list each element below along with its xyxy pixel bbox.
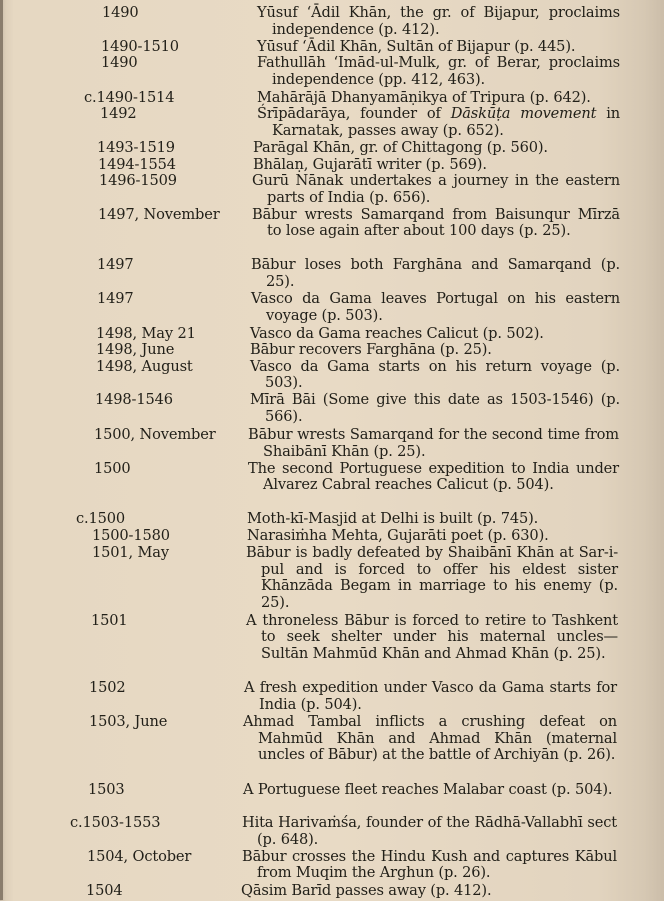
entry-date: c.1500 bbox=[76, 510, 126, 528]
entry-description: Yūsuf ‘Ādil Khān, the gr. of Bijapur, proclaims independence (p. 412). bbox=[257, 4, 620, 38]
chronology-entry bbox=[0, 173, 664, 207]
entry-date: 1498-1546 bbox=[95, 391, 173, 409]
entry-date: 1497 bbox=[97, 289, 134, 307]
chronology-entry bbox=[0, 461, 664, 512]
movement-name: Dāskūṭa movement bbox=[450, 105, 597, 123]
chronology-entry bbox=[0, 157, 664, 174]
entry-description: Bābur wrests Samarqand from Baisunqur Mīrzā to lose again after about 100 days (p. 25). bbox=[252, 205, 620, 240]
entry-date: 1503, June bbox=[89, 713, 168, 731]
chronology-entry bbox=[0, 359, 664, 393]
entry-date: 1498, May 21 bbox=[96, 324, 196, 342]
entry-date: 1498, June bbox=[96, 341, 175, 359]
entry-date: 1502 bbox=[89, 679, 126, 697]
chronology-entry bbox=[0, 545, 664, 613]
entry-description: Vasco da Gama starts on his return voyage (p. 503). bbox=[250, 357, 620, 392]
entry-date: 1494-1554 bbox=[98, 155, 176, 173]
entry-description: Parāgal Khān, gr. of Chittagong (p. 560). bbox=[253, 138, 548, 156]
entry-description: Moth-kī-Masjid at Delhi is built (p. 745). bbox=[247, 510, 539, 528]
chronology-entry bbox=[0, 257, 664, 291]
entry-description: Bābur wrests Samarqand for the second time from Shaibānī Khān (p. 25). bbox=[248, 425, 619, 460]
entry-date: 1501, May bbox=[92, 544, 169, 562]
entry-date: 1500 bbox=[94, 459, 131, 477]
entry-date: 1490 bbox=[101, 54, 138, 72]
chronology-entry bbox=[0, 326, 664, 343]
chronology-entry bbox=[0, 528, 664, 546]
chronology-entry bbox=[0, 140, 664, 157]
entry-description: A fresh expedition under Vasco da Gama starts for India (p. 504). bbox=[244, 679, 617, 714]
entry-date: 1500, November bbox=[94, 425, 216, 443]
chronology-entry bbox=[0, 511, 664, 528]
entry-description: Ahmad Tambal inflicts a crushing defeat on Mahmūd Khān and Ahmad Khān (maternal uncles of Bābur) at the battle of Archiyān (p. 26). bbox=[243, 713, 617, 764]
entry-date: 1500-1580 bbox=[92, 526, 170, 544]
entry-date: 1503 bbox=[88, 780, 125, 798]
chronology-entry bbox=[0, 55, 664, 90]
chronology-entry bbox=[0, 714, 664, 782]
chronology-entry bbox=[0, 849, 664, 884]
entry-date: 1490-1510 bbox=[101, 37, 179, 55]
entry-date: 1501 bbox=[91, 611, 128, 629]
chronology-page bbox=[0, 5, 664, 901]
entry-description: Gurū Nānak undertakes a journey in the eastern parts of India (p. 656). bbox=[252, 172, 620, 206]
chronology-entry bbox=[0, 427, 664, 461]
chronology-entry bbox=[0, 90, 664, 107]
entry-description: Śrīpādarāya, founder of Dāskūṭa movement in Karnatak, passes away (p. 652). bbox=[257, 105, 620, 139]
entry-description: Bābur loses both Farghāna and Samarqand (p. 25). bbox=[251, 256, 620, 290]
entry-description: Vasco da Gama reaches Calicut (p. 502). bbox=[250, 324, 544, 342]
entry-description: The second Portuguese expedition to India under Alvarez Cabral reaches Calicut (p. 504). bbox=[248, 459, 619, 494]
entry-date: c.1503-1553 bbox=[70, 814, 161, 832]
entry-description: Qāsim Barīd passes away (p. 412). bbox=[241, 882, 492, 900]
entry-date: 1493-1519 bbox=[97, 138, 175, 156]
entry-date: 1490 bbox=[102, 4, 139, 21]
entry-description: A throneless Bābur is forced to retire to Tashkent to seek shelter under his maternal uncles—Sultān Mahmūd Khān and Ahmad Khān (p. 25). bbox=[246, 611, 618, 663]
entry-date: c.1490-1514 bbox=[84, 88, 175, 106]
chronology-entry bbox=[0, 291, 664, 326]
entry-date: 1496-1509 bbox=[99, 172, 177, 190]
entry-date: 1498, August bbox=[96, 357, 193, 375]
entry-date: 1497 bbox=[97, 256, 134, 274]
chronology-entry bbox=[0, 815, 664, 849]
chronology-entry bbox=[0, 392, 664, 427]
entry-description: Yūsuf ‘Ādil Khān, Sultān of Bijapur (p. 445). bbox=[257, 37, 576, 55]
chronology-entry bbox=[0, 782, 664, 816]
entry-date: 1504 bbox=[86, 882, 123, 900]
chronology-entry bbox=[0, 680, 664, 714]
entry-date: 1497, November bbox=[98, 205, 220, 223]
chronology-entry bbox=[0, 342, 664, 359]
entry-description: Narasiṁha Mehta, Gujarāti poet (p. 630). bbox=[247, 526, 549, 544]
chronology-entry bbox=[0, 5, 664, 39]
entry-date: 1492 bbox=[100, 105, 137, 123]
entry-description: Mīrā Bāi (Some give this date as 1503-1546) (p. 566). bbox=[250, 391, 620, 425]
entry-description: Fathullāh ‘Imād-ul-Mulk, gr. of Berar, proclaims independence (pp. 412, 463). bbox=[257, 54, 620, 88]
chronology-entry bbox=[0, 207, 664, 258]
entry-description: Bābur crosses the Hindu Kush and captures Kābul from Muqim the Arghun (p. 26). bbox=[242, 847, 617, 882]
entry-description: Bhālaṇ, Gujarātī writer (p. 569). bbox=[253, 155, 487, 173]
chronology-entry bbox=[0, 613, 664, 681]
chronology-entry bbox=[0, 39, 664, 56]
entry-date: 1504, October bbox=[87, 847, 192, 865]
chronology-entry bbox=[0, 106, 664, 140]
entry-description: A Portuguese fleet reaches Malabar coast (p. 504). bbox=[243, 780, 613, 798]
entry-description: Bābur recovers Farghāna (p. 25). bbox=[250, 341, 492, 359]
entry-description: Vasco da Gama leaves Portugal on his eastern voyage (p. 503). bbox=[251, 289, 620, 324]
chronology-entry bbox=[0, 883, 664, 901]
entry-description: Hita Harivaṁśa, founder of the Rādhā-Vallabhī sect (p. 648). bbox=[242, 814, 617, 848]
entry-description: Bābur is badly defeated by Shaibānī Khān at Sar-i-pul and is forced to offer his eldest sister Khānzāda Begam in marriage to his enemy (p. 25). bbox=[246, 544, 618, 612]
entry-description: Mahārājā Dhanyamāṇikya of Tripura (p. 642). bbox=[257, 88, 591, 106]
